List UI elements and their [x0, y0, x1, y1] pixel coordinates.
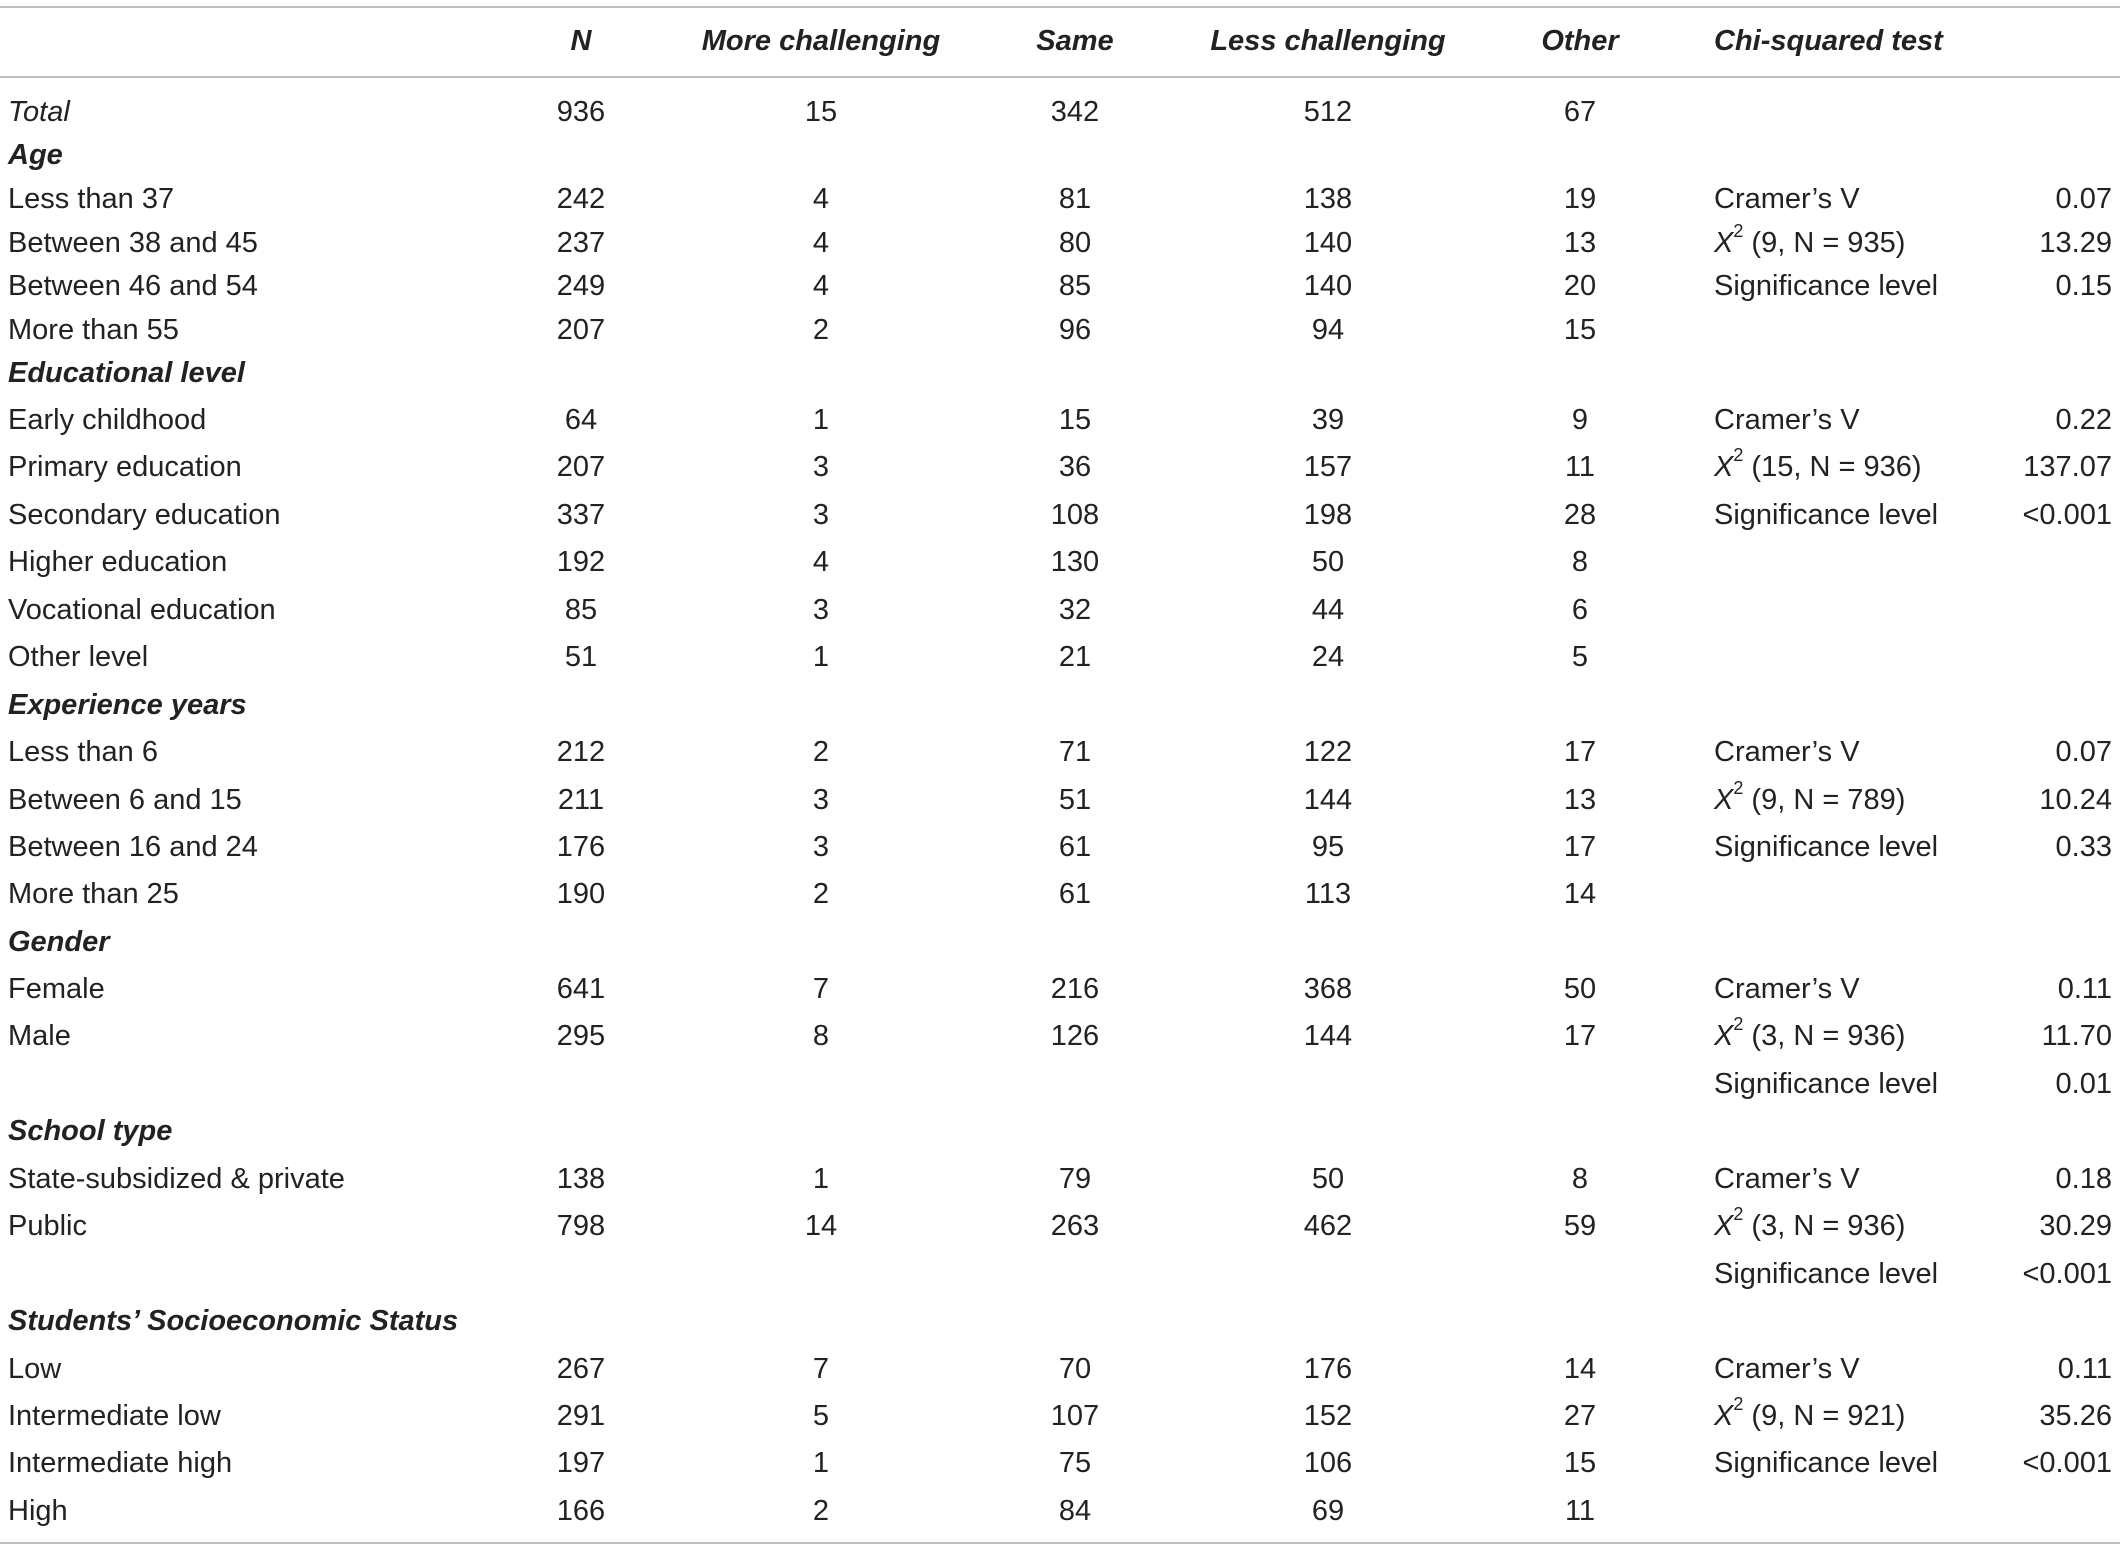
- cell-more-challenging: 1: [812, 1163, 830, 1195]
- cell-less-challenging: 113: [1304, 878, 1352, 910]
- stat-label: Cramer’s V: [1714, 1353, 1860, 1385]
- cell-more-challenging: 2: [812, 736, 830, 768]
- cell-same: 216: [1050, 973, 1100, 1005]
- row-label: Between 6 and 15: [8, 784, 242, 816]
- cell-other: 15: [1563, 1447, 1597, 1479]
- cell-less-challenging: 140: [1303, 270, 1353, 302]
- cell-same: 108: [1050, 499, 1100, 531]
- cell-same: 130: [1050, 546, 1100, 578]
- cell-other: 13: [1563, 784, 1597, 816]
- stat-value: 137.07: [2023, 451, 2112, 483]
- table-row: [0, 398, 2120, 442]
- table-top-rule: [0, 6, 2120, 8]
- cell-more-challenging: 4: [812, 546, 830, 578]
- cell-same: 70: [1058, 1353, 1092, 1385]
- table-row: [0, 1252, 2120, 1296]
- section-title: Educational level: [8, 357, 245, 389]
- cell-more-challenging: 2: [812, 1495, 830, 1527]
- stat-label: Significance level: [1714, 1068, 1939, 1100]
- cell-other: 5: [1571, 641, 1589, 673]
- cell-less-challenging: 95: [1311, 831, 1345, 863]
- cell-n: 197: [556, 1447, 606, 1479]
- cell-more-challenging: 1: [812, 404, 830, 436]
- cell-n: 798: [556, 1210, 606, 1242]
- cell-same: 36: [1058, 451, 1092, 483]
- cell-more-challenging: 1: [812, 641, 830, 673]
- stat-label: $X^2$ (9, N = 789): [1714, 778, 1906, 816]
- cell-less-challenging: 157: [1303, 451, 1353, 483]
- row-label: Early childhood: [8, 404, 207, 436]
- stat-label: $X^2$ (3, N = 936): [1714, 1204, 1906, 1242]
- cell-less-challenging: 69: [1311, 1495, 1345, 1527]
- table-row: [0, 1157, 2120, 1201]
- stat-value: 35.26: [2039, 1400, 2112, 1432]
- cell-n: 85: [564, 594, 598, 626]
- cell-other: 20: [1563, 270, 1597, 302]
- cell-n: 936: [556, 96, 606, 128]
- cell-same: 81: [1058, 183, 1092, 215]
- cell-less-challenging: 176: [1303, 1353, 1353, 1385]
- row-label: Intermediate low: [8, 1400, 221, 1432]
- cell-n: 242: [556, 183, 606, 215]
- stat-value: 0.01: [2055, 1068, 2112, 1100]
- row-label: Vocational education: [8, 594, 276, 626]
- table-row: [0, 264, 2120, 308]
- cell-more-challenging: 1: [812, 1447, 830, 1479]
- stat-label: Cramer’s V: [1714, 183, 1860, 215]
- section-title: School type: [8, 1115, 173, 1147]
- cell-less-challenging: 50: [1311, 546, 1345, 578]
- table-row: [0, 730, 2120, 774]
- stat-label: Cramer’s V: [1714, 973, 1860, 1005]
- stat-label: Cramer’s V: [1714, 404, 1860, 436]
- stat-value: 10.24: [2039, 784, 2112, 816]
- cell-less-challenging: 462: [1303, 1210, 1353, 1242]
- table-row: [0, 1204, 2120, 1248]
- cell-more-challenging: 3: [812, 784, 830, 816]
- stat-label: Significance level: [1714, 831, 1939, 863]
- section-title: Students’ Socioeconomic Status: [8, 1305, 459, 1337]
- section-header-row: [0, 920, 2120, 964]
- cell-other: 17: [1563, 1020, 1597, 1052]
- stat-value: 0.07: [2055, 183, 2112, 215]
- row-label: Male: [8, 1020, 71, 1052]
- cell-n: 176: [556, 831, 606, 863]
- row-label: Primary education: [8, 451, 242, 483]
- stat-label: $X^2$ (9, N = 935): [1714, 221, 1906, 259]
- cell-n: 295: [556, 1020, 606, 1052]
- cell-same: 107: [1050, 1400, 1100, 1432]
- stat-label: Significance level: [1714, 499, 1939, 531]
- cell-same: 61: [1058, 878, 1092, 910]
- cell-same: 263: [1050, 1210, 1100, 1242]
- cell-less-challenging: 144: [1303, 784, 1353, 816]
- stat-value: 30.29: [2039, 1210, 2112, 1242]
- row-label: Between 38 and 45: [8, 227, 258, 259]
- row-label: Female: [8, 973, 105, 1005]
- stat-value: <0.001: [2022, 1258, 2112, 1290]
- cell-n: 190: [556, 878, 606, 910]
- column-header-same: Same: [1036, 25, 1114, 57]
- cell-more-challenging: 7: [812, 973, 830, 1005]
- section-title: Gender: [8, 926, 110, 958]
- table-row: [0, 308, 2120, 352]
- cell-less-challenging: 368: [1303, 973, 1353, 1005]
- cell-same: 75: [1058, 1447, 1092, 1479]
- cell-n: 291: [556, 1400, 606, 1432]
- table-row: [0, 1014, 2120, 1058]
- cell-same: 32: [1058, 594, 1092, 626]
- cell-other: 14: [1563, 1353, 1597, 1385]
- row-label: Total: [8, 96, 70, 128]
- table-row-total: [0, 90, 2120, 134]
- cell-same: 71: [1058, 736, 1092, 768]
- cell-same: 80: [1058, 227, 1092, 259]
- table-row: [0, 825, 2120, 869]
- column-header-more-challenging: More challenging: [701, 25, 941, 57]
- cell-same: 61: [1058, 831, 1092, 863]
- cell-other: 19: [1563, 183, 1597, 215]
- cell-less-challenging: 140: [1303, 227, 1353, 259]
- table-row: [0, 445, 2120, 489]
- stat-label: $X^2$ (9, N = 921): [1714, 1394, 1906, 1432]
- table-row: [0, 635, 2120, 679]
- cell-same: 79: [1058, 1163, 1092, 1195]
- table-row: [0, 177, 2120, 221]
- column-header-chi-squared-test: Chi-squared test: [1714, 25, 1943, 57]
- cell-same: 84: [1058, 1495, 1092, 1527]
- column-header-less-challenging: Less challenging: [1210, 25, 1446, 57]
- stat-label: Significance level: [1714, 1447, 1939, 1479]
- table-bottom-rule: [0, 1542, 2120, 1544]
- row-label: Less than 6: [8, 736, 158, 768]
- stat-label: $X^2$ (15, N = 936): [1714, 445, 1922, 483]
- cell-n: 249: [556, 270, 606, 302]
- stat-label: Cramer’s V: [1714, 736, 1860, 768]
- stat-value: <0.001: [2022, 1447, 2112, 1479]
- table-row: [0, 967, 2120, 1011]
- cell-same: 85: [1058, 270, 1092, 302]
- section-title: Experience years: [8, 689, 247, 721]
- stat-label: Cramer’s V: [1714, 1163, 1860, 1195]
- cell-less-challenging: 39: [1311, 404, 1345, 436]
- cell-same: 96: [1058, 314, 1092, 346]
- cell-n: 64: [564, 404, 598, 436]
- cell-less-challenging: 122: [1303, 736, 1353, 768]
- cell-other: 17: [1563, 831, 1597, 863]
- section-header-row: [0, 683, 2120, 727]
- cell-other: 14: [1563, 878, 1597, 910]
- stat-label: Significance level: [1714, 270, 1939, 302]
- section-header-row: [0, 1299, 2120, 1343]
- cell-other: 15: [1563, 314, 1597, 346]
- stat-value: <0.001: [2022, 499, 2112, 531]
- stat-value: 0.11: [2057, 973, 2112, 1005]
- cell-n: 138: [556, 1163, 606, 1195]
- cell-less-challenging: 138: [1303, 183, 1353, 215]
- row-label: Public: [8, 1210, 87, 1242]
- cell-n: 212: [556, 736, 606, 768]
- section-header-row: [0, 1109, 2120, 1153]
- cell-n: 192: [556, 546, 606, 578]
- cell-other: 28: [1563, 499, 1597, 531]
- cell-more-challenging: 3: [812, 831, 830, 863]
- cell-same: 126: [1050, 1020, 1100, 1052]
- cell-other: 17: [1563, 736, 1597, 768]
- row-label: Between 16 and 24: [8, 831, 258, 863]
- cell-more-challenging: 7: [812, 1353, 830, 1385]
- cell-n: 237: [556, 227, 606, 259]
- cell-same: 21: [1058, 641, 1092, 673]
- cell-more-challenging: 15: [804, 96, 838, 128]
- cell-more-challenging: 4: [812, 270, 830, 302]
- cell-more-challenging: 14: [804, 1210, 838, 1242]
- row-label: More than 55: [8, 314, 179, 346]
- cell-more-challenging: 3: [812, 451, 830, 483]
- cell-n: 641: [556, 973, 606, 1005]
- cell-other: 8: [1571, 546, 1589, 578]
- cell-other: 59: [1563, 1210, 1597, 1242]
- cell-less-challenging: 44: [1311, 594, 1345, 626]
- stat-label: $X^2$ (3, N = 936): [1714, 1014, 1906, 1052]
- cell-more-challenging: 3: [812, 594, 830, 626]
- cell-n: 211: [557, 784, 605, 816]
- cell-less-challenging: 106: [1303, 1447, 1353, 1479]
- cell-other: 11: [1564, 1495, 1596, 1527]
- row-label: Other level: [8, 641, 149, 673]
- cell-other: 8: [1571, 1163, 1589, 1195]
- cell-less-challenging: 144: [1303, 1020, 1353, 1052]
- row-label: State-subsidized & private: [8, 1163, 345, 1195]
- stat-value: 0.15: [2055, 270, 2112, 302]
- table-row: [0, 588, 2120, 632]
- table-row: [0, 1441, 2120, 1485]
- cell-more-challenging: 2: [812, 878, 830, 910]
- cell-more-challenging: 2: [812, 314, 830, 346]
- cell-n: 267: [556, 1353, 606, 1385]
- header-row: [0, 19, 2120, 63]
- column-header-n: N: [570, 25, 592, 57]
- table-row: [0, 1489, 2120, 1533]
- cell-n: 166: [556, 1495, 606, 1527]
- column-header-other: Other: [1541, 25, 1619, 57]
- row-label: Secondary education: [8, 499, 281, 531]
- cell-n: 337: [556, 499, 606, 531]
- row-label: More than 25: [8, 878, 179, 910]
- stat-value: 0.11: [2057, 1353, 2112, 1385]
- cell-same: 51: [1058, 784, 1092, 816]
- table-row: [0, 1062, 2120, 1106]
- row-label: Between 46 and 54: [8, 270, 258, 302]
- row-label: Higher education: [8, 546, 228, 578]
- row-label: High: [8, 1495, 68, 1527]
- stat-label: Significance level: [1714, 1258, 1939, 1290]
- cell-other: 9: [1571, 404, 1589, 436]
- cell-more-challenging: 3: [812, 499, 830, 531]
- cell-more-challenging: 8: [812, 1020, 830, 1052]
- cell-n: 207: [556, 314, 606, 346]
- stat-value: 0.33: [2055, 831, 2112, 863]
- cell-other: 27: [1563, 1400, 1597, 1432]
- stat-value: 0.07: [2055, 736, 2112, 768]
- table-row: [0, 778, 2120, 822]
- table-row: [0, 540, 2120, 584]
- table-row: [0, 1394, 2120, 1438]
- cell-less-challenging: 512: [1303, 96, 1353, 128]
- cell-less-challenging: 50: [1311, 1163, 1345, 1195]
- header-rule: [0, 76, 2120, 78]
- cell-other: 13: [1563, 227, 1597, 259]
- cell-other: 50: [1563, 973, 1597, 1005]
- cell-other: 67: [1563, 96, 1597, 128]
- stat-value: 13.29: [2039, 227, 2112, 259]
- cell-more-challenging: 4: [812, 227, 830, 259]
- cell-n: 207: [556, 451, 606, 483]
- cell-same: 15: [1058, 404, 1092, 436]
- cell-n: 51: [564, 641, 598, 673]
- cell-less-challenging: 24: [1311, 641, 1345, 673]
- stat-value: 0.18: [2055, 1163, 2112, 1195]
- table-row: [0, 221, 2120, 265]
- stat-value: 0.22: [2055, 404, 2112, 436]
- section-header-row: [0, 133, 2120, 177]
- section-header-row: [0, 351, 2120, 395]
- cell-less-challenging: 94: [1311, 314, 1345, 346]
- stat-value: 11.70: [2041, 1020, 2112, 1052]
- cell-same: 342: [1050, 96, 1100, 128]
- cell-other: 11: [1564, 451, 1596, 483]
- row-label: Less than 37: [8, 183, 175, 215]
- row-label: Intermediate high: [8, 1447, 233, 1479]
- cell-less-challenging: 198: [1303, 499, 1353, 531]
- row-label: Low: [8, 1353, 62, 1385]
- table-row: [0, 493, 2120, 537]
- cell-more-challenging: 4: [812, 183, 830, 215]
- table-row: [0, 1347, 2120, 1391]
- section-title: Age: [8, 139, 63, 171]
- cell-other: 6: [1571, 594, 1589, 626]
- cell-less-challenging: 152: [1303, 1400, 1353, 1432]
- cell-more-challenging: 5: [812, 1400, 830, 1432]
- table-row: [0, 872, 2120, 916]
